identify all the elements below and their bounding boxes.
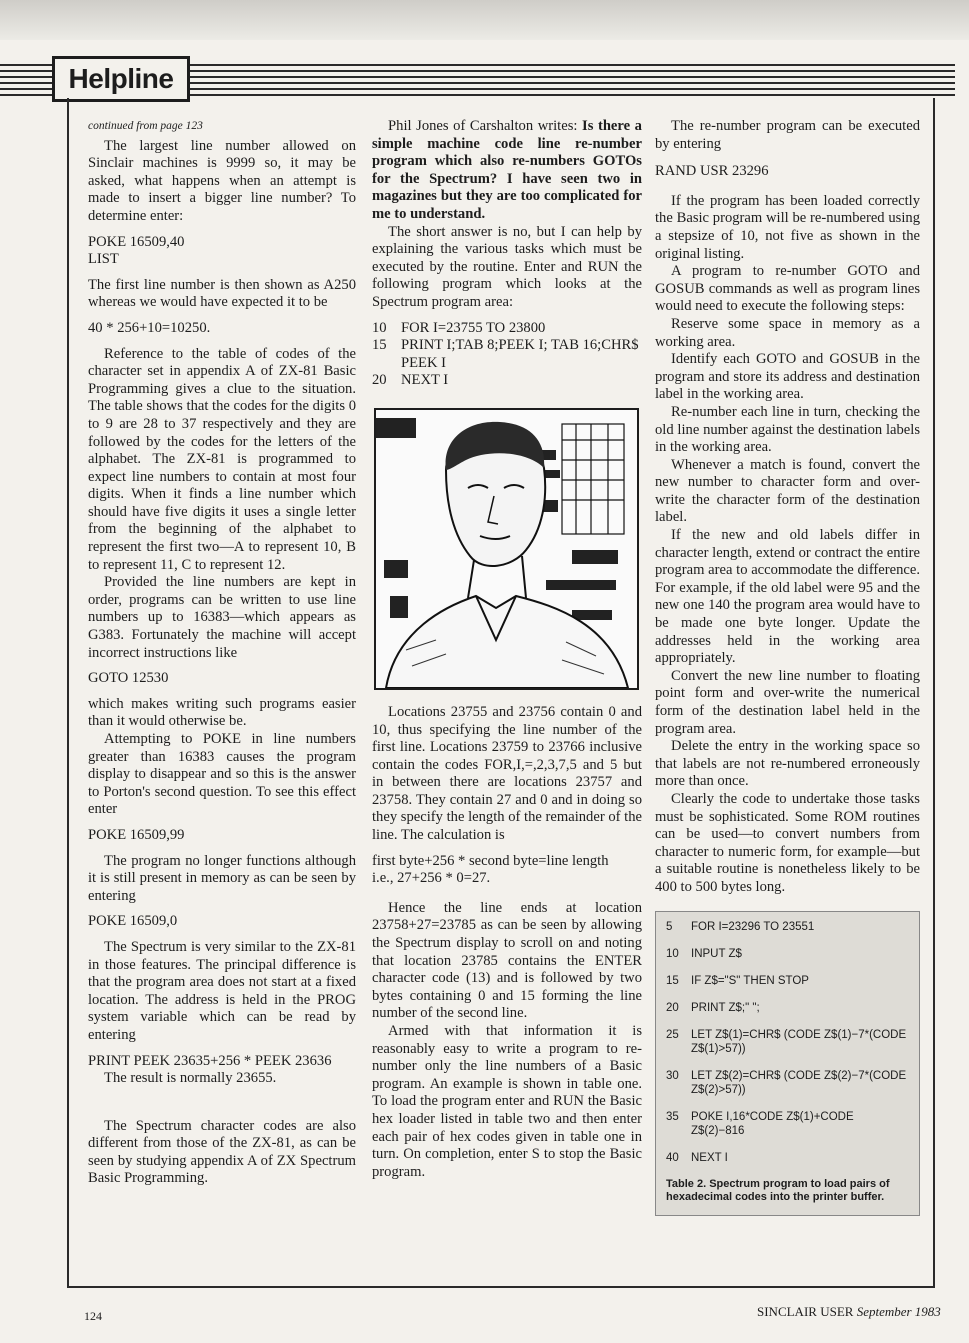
- table-row: [666, 974, 909, 988]
- table-2-box: [655, 911, 920, 1216]
- portrait-drawing: [376, 410, 637, 688]
- question-text: Is there a simple machine code line re-number program which also re-numbers GOTOs for the Spectrum? I have seen two in magazines but they are too complicated for me to understand.: [372, 118, 642, 222]
- code-text: POKE 16509,40: [88, 233, 185, 250]
- line-text: FOR I=23296 TO 23551: [691, 920, 815, 933]
- line-text: FOR I=23755 TO 23800: [401, 319, 546, 336]
- table-row: [666, 1110, 909, 1138]
- line-number: 10: [666, 947, 679, 960]
- magazine-name: SINCLAIR USER: [757, 1304, 854, 1319]
- page-number: 124: [84, 1309, 102, 1323]
- table-row: [666, 1028, 909, 1056]
- table-caption: Table 2. Spectrum program to load pairs of hexadecimal codes into the printer buffer.: [666, 1177, 890, 1204]
- paragraph: The Spectrum character codes are also different from those of the ZX-81, as can be seen by studying appendix A of ZX Spectrum Basic Programming.: [88, 1117, 356, 1187]
- line-number: 5: [666, 920, 673, 933]
- paragraph: If the program has been loaded correctly the Basic program will be re-numbered using a stepsize of 10, not five as shown in the original listing.: [655, 192, 920, 262]
- line-number: 35: [666, 1110, 679, 1123]
- paragraph: Reserve some space in memory as a working area.: [655, 315, 920, 350]
- line-number: 15: [372, 337, 387, 354]
- paragraph: Locations 23755 and 23756 contain 0 and 10, thus specifying the line number of the first line. Locations 23759 to 23766 inclusive contain the codes FOR,I,=,2,3,7,5 and 5 but in between there are locations 23757 and 23758. They contain 27 and 0 and in doing so they specify the length of the remainder of the line. The calculation is: [372, 703, 642, 844]
- code-line: PRINT PEEK 23635+256 * PEEK 23636: [88, 1052, 332, 1069]
- table-row: [666, 1151, 909, 1165]
- line-text: IF Z$="S" THEN STOP: [691, 974, 809, 987]
- line-text: LET Z$(2)=CHR$ (CODE Z$(2)−7*(CODE Z$(2)>57)): [691, 1069, 907, 1096]
- calculation: first byte+256 * second byte=line length: [372, 852, 609, 869]
- line-number: 20: [666, 1001, 679, 1014]
- table-row: [666, 1069, 909, 1097]
- table-row: [666, 947, 909, 961]
- paragraph: Convert the new line number to floating point form and over-write the numerical form of the destination label held in the program area.: [655, 667, 920, 737]
- code-line: POKE 16509,99: [88, 826, 185, 843]
- line-text: NEXT I: [691, 1151, 728, 1164]
- paragraph: Clearly the code to undertake those tasks must be sophisticated. Some ROM routines can be used—to convert numbers from character to numeric form, for example—but a suitable routine is nonetheless likely to be 400 to 500 bytes long.: [655, 790, 920, 895]
- paragraph: Attempting to POKE in line numbers greater than 16383 causes the program display to disappear and so this is the answer to Porton's second question. To see this effect enter: [88, 731, 356, 818]
- code-line: [88, 234, 356, 269]
- column-3: [655, 118, 920, 1216]
- paragraph: A program to re-number GOTO and GOSUB commands as well as program lines would need to execute the following steps:: [655, 263, 920, 315]
- line-number: 30: [666, 1069, 679, 1082]
- line-number: 25: [666, 1028, 679, 1041]
- paragraph: Whenever a match is found, convert the new number to character form and over-write the character form of the destination label.: [655, 456, 920, 526]
- line-number: 10: [372, 319, 387, 336]
- line-number: 40: [666, 1151, 679, 1164]
- line-text: POKE I,16*CODE Z$(1)+CODE Z$(2)−816: [691, 1110, 854, 1137]
- paragraph: The program no longer functions although it is still present in memory as can be seen by entering: [88, 852, 356, 904]
- column-1: [88, 118, 356, 1188]
- table-row: [666, 1001, 909, 1015]
- portrait-illustration: [374, 408, 639, 690]
- question-lead: Phil Jones of Carshalton writes:: [388, 118, 583, 134]
- paragraph: Provided the line numbers are kept in order, programs can be written to use line numbers up to 16383—which appears as G383. Fortunately the machine will accept incorrect instructions like: [88, 574, 356, 661]
- paragraph: The re-number program can be executed by entering: [655, 118, 920, 152]
- line-text: PRINT Z$;" ";: [691, 1001, 760, 1014]
- paragraph: Delete the entry in the working space so that labels are not re-numbered erroneously more than once.: [655, 738, 920, 790]
- calculation: 40 * 256+10=10250.: [88, 319, 211, 336]
- line-number: 15: [666, 974, 679, 987]
- listing-line: [372, 372, 642, 390]
- continued-note: continued from page 123: [88, 120, 203, 132]
- code-line: POKE 16509,0: [88, 913, 178, 930]
- listing-line: [372, 337, 642, 372]
- calculation: i.e., 27+256 * 0=27.: [372, 870, 491, 887]
- line-text: PRINT I;TAB 8;PEEK I; TAB 16;CHR$ PEEK I: [401, 337, 639, 371]
- paragraph: Hence the line ends at location 23758+27=23785 as can be seen by allowing the Spectrum display to scroll on and noting that location 23785 contains the ENTER character code (13) and is followed by two bytes containing 0 and 15 forming the line number of the second line.: [372, 899, 642, 1022]
- paragraph: Armed with that information it is reasonably easy to write a program to re-number only the line numbers of a Basic program. An example is shown in table one. To load the program enter and RUN the Basic hex loader listed in table two and then enter each pair of hex codes given in table one in turn. On completion, enter S to stop the Basic program.: [372, 1023, 642, 1180]
- paragraph: Reference to the table of codes of the character set in appendix A of ZX-81 Basic Programming gives a clue to the situation. The table shows that the codes for the digits 0 to 9 are 28 to 37 respectively and they are followed by the codes for the letters of the alphabet. The ZX-81 is programmed to expect line numbers to contain at most four digits. When it finds a line number which should have five digits it uses a single letter from the beginning of the alphabet to represent the first two—A to represent 10, B to represent 11, C to represent 12.: [88, 345, 356, 573]
- code-line: GOTO 12530: [88, 670, 169, 687]
- paragraph: The largest line number allowed on Sinclair machines is 9999 so, it may be asked, what happens when an attempt is made to insert a bigger line number? To determine enter:: [88, 137, 356, 224]
- column-2: [372, 118, 642, 1181]
- listing-line: [372, 320, 642, 338]
- basic-listing: [372, 320, 642, 390]
- paragraph: The Spectrum is very similar to the ZX-81 in those features. The principal difference is that the program area does not start at a fixed location. The address is held in the PROG system variable which can be read by entering: [88, 938, 356, 1043]
- issue-date: September 1983: [856, 1304, 941, 1319]
- paragraph: If the new and old labels differ in character length, extend or contract the entire program area to accommodate the difference. For example, if the old label were 95 and the new one 140 the program area would have to be made one byte longer. Update the addresses held in the working area appropriately.: [655, 527, 920, 667]
- paragraph: Re-number each line in turn, checking the old line number against the destination labels in the working area.: [655, 403, 920, 456]
- reader-question: [372, 118, 642, 224]
- paragraph: The first line number is then shown as A250 whereas we would have expected it to be: [88, 276, 356, 311]
- paragraph: The short answer is no, but I can help by explaining the various tasks which must be executed by the routine. Enter and RUN the following program which looks at the Spectrum program area:: [372, 223, 642, 310]
- page-top-edge: [0, 0, 969, 40]
- code-text: LIST: [88, 251, 119, 268]
- paragraph: which makes writing such programs easier than it would otherwise be.: [88, 695, 356, 730]
- paragraph: The result is normally 23655.: [104, 1070, 277, 1087]
- line-text: NEXT I: [401, 372, 449, 389]
- line-number: 20: [372, 372, 387, 389]
- paragraph: Identify each GOTO and GOSUB in the program and store its address and destination label in the working area.: [655, 351, 920, 403]
- section-title: Helpline: [52, 56, 190, 102]
- magazine-footer: [757, 1304, 941, 1320]
- code-line: RAND USR 23296: [655, 163, 769, 180]
- table-row: [666, 920, 909, 934]
- line-text: LET Z$(1)=CHR$ (CODE Z$(1)−7*(CODE Z$(1)>57)): [691, 1028, 907, 1055]
- line-text: INPUT Z$: [691, 947, 742, 960]
